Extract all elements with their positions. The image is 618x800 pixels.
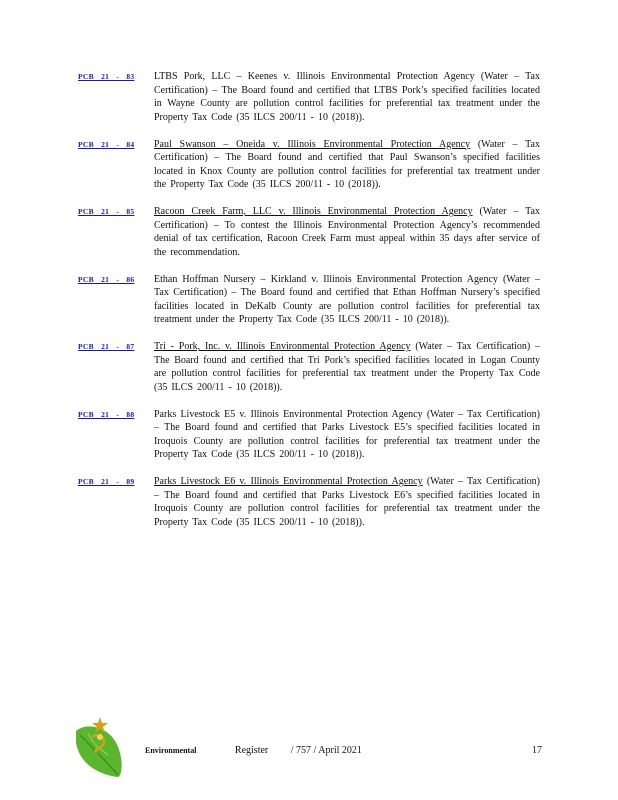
case-body: (Water – Tax Certification) – The Board found and certified that Parks Livestock E6’s specified facilities located in Iroquois County are pollution control facilities for preferential tax treatment under the Property Tax Code (35 ILCS 200/11 - 10 (2018)). [154,476,540,528]
case-body: (Water – Tax Certification) – The Board found and certified that LTBS Pork’s specified facilities located in Wayne County are pollution control facilities for preferential tax treatment under the Property Tax Code (35 ILCS 200/11 - 10 (2018)). [154,71,540,123]
leaf-logo-icon [70,713,126,779]
footer-register: Register [234,745,269,756]
footer-publication-name: Environmental [145,746,197,755]
case-summary [154,408,540,462]
footer-date: April 2021 [318,745,362,756]
case-number-link[interactable]: PCB 21 - 88 [78,409,135,419]
case-title: Paul Swanson – Oneida v. Illinois Environmental Protection Agency [154,138,471,150]
case-title: Parks Livestock E6 v. Illinois Environmental Protection Agency [154,476,423,487]
case-summary [154,205,540,259]
case-body: (Water – Tax Certification) – The Board found and certified that Parks Livestock E5’s specified facilities located in Iroquois County are pollution control facilities for preferential tax treatment under the Property Tax Code (35 ILCS 200/11 - 10 (2018)). [154,408,540,460]
case-entry [78,475,540,529]
case-title: LTBS Pork, LLC – Keenes v. Illinois Environmental Protection Agency [154,71,475,82]
case-body: (Water – Tax Certification) – The Board found and certified that Tri Pork’s specified facilities located in Logan County are pollution control facilities for preferential tax treatment under the Property Tax Code (35 ILCS 200/11 - 10 (2018)). [154,341,540,393]
case-title: Tri - Pork, Inc. v. Illinois Environmental Protection Agency [154,341,411,352]
case-summary [154,70,540,124]
case-number-link[interactable]: PCB 21 - 83 [78,72,135,81]
case-entry [78,138,540,192]
page-number: 17 [532,745,542,756]
case-number-link[interactable]: PCB 21 - 89 [78,477,135,486]
footer-volume: / 757 / [290,745,317,756]
case-entry [78,408,540,462]
case-body: (Water – Tax Certification) – The Board found and certified that Ethan Hoffman Nursery’s specified facilities located in DeKalb County are pollution control facilities for preferential tax treatment under the Property Tax Code (35 ILCS 200/11 - 10 (2018)). [154,273,540,325]
case-number-link[interactable]: PCB 21 - 87 [78,342,135,351]
case-summary [154,340,540,394]
case-entry [78,70,540,124]
case-entry [78,340,540,394]
page-footer [0,705,618,785]
case-body: (Water – Tax Certification) – The Board found and certified that Paul Swanson’s specified facilities located in Knox County are pollution control facilities for preferential tax treatment under the Property Tax Code (35 ILCS 200/11 - 10 (2018)). [154,138,540,190]
case-number-link[interactable]: PCB 21 - 85 [78,207,135,216]
case-entries-list [78,70,540,543]
case-entry [78,205,540,259]
case-title: Racoon Creek Farm, LLC v. Illinois Environmental Protection Agency [154,206,473,217]
case-number-link[interactable]: PCB 21 - 84 [78,139,135,149]
case-title: Parks Livestock E5 v. Illinois Environmental Protection Agency [154,408,423,420]
case-title: Ethan Hoffman Nursery – Kirkland v. Illinois Environmental Protection Agency [154,273,498,285]
case-entry [78,273,540,327]
footer-publication [145,745,362,756]
case-summary [154,475,540,529]
case-number-link[interactable]: PCB 21 - 86 [78,274,135,284]
case-summary [154,138,540,192]
case-summary [154,273,540,327]
case-body: (Water – Tax Certification) – To contest the Illinois Environmental Protection Agency’s recommended denial of tax certification, Racoon Creek Farm must appeal within 35 days after service of the recommendation. [154,206,540,258]
